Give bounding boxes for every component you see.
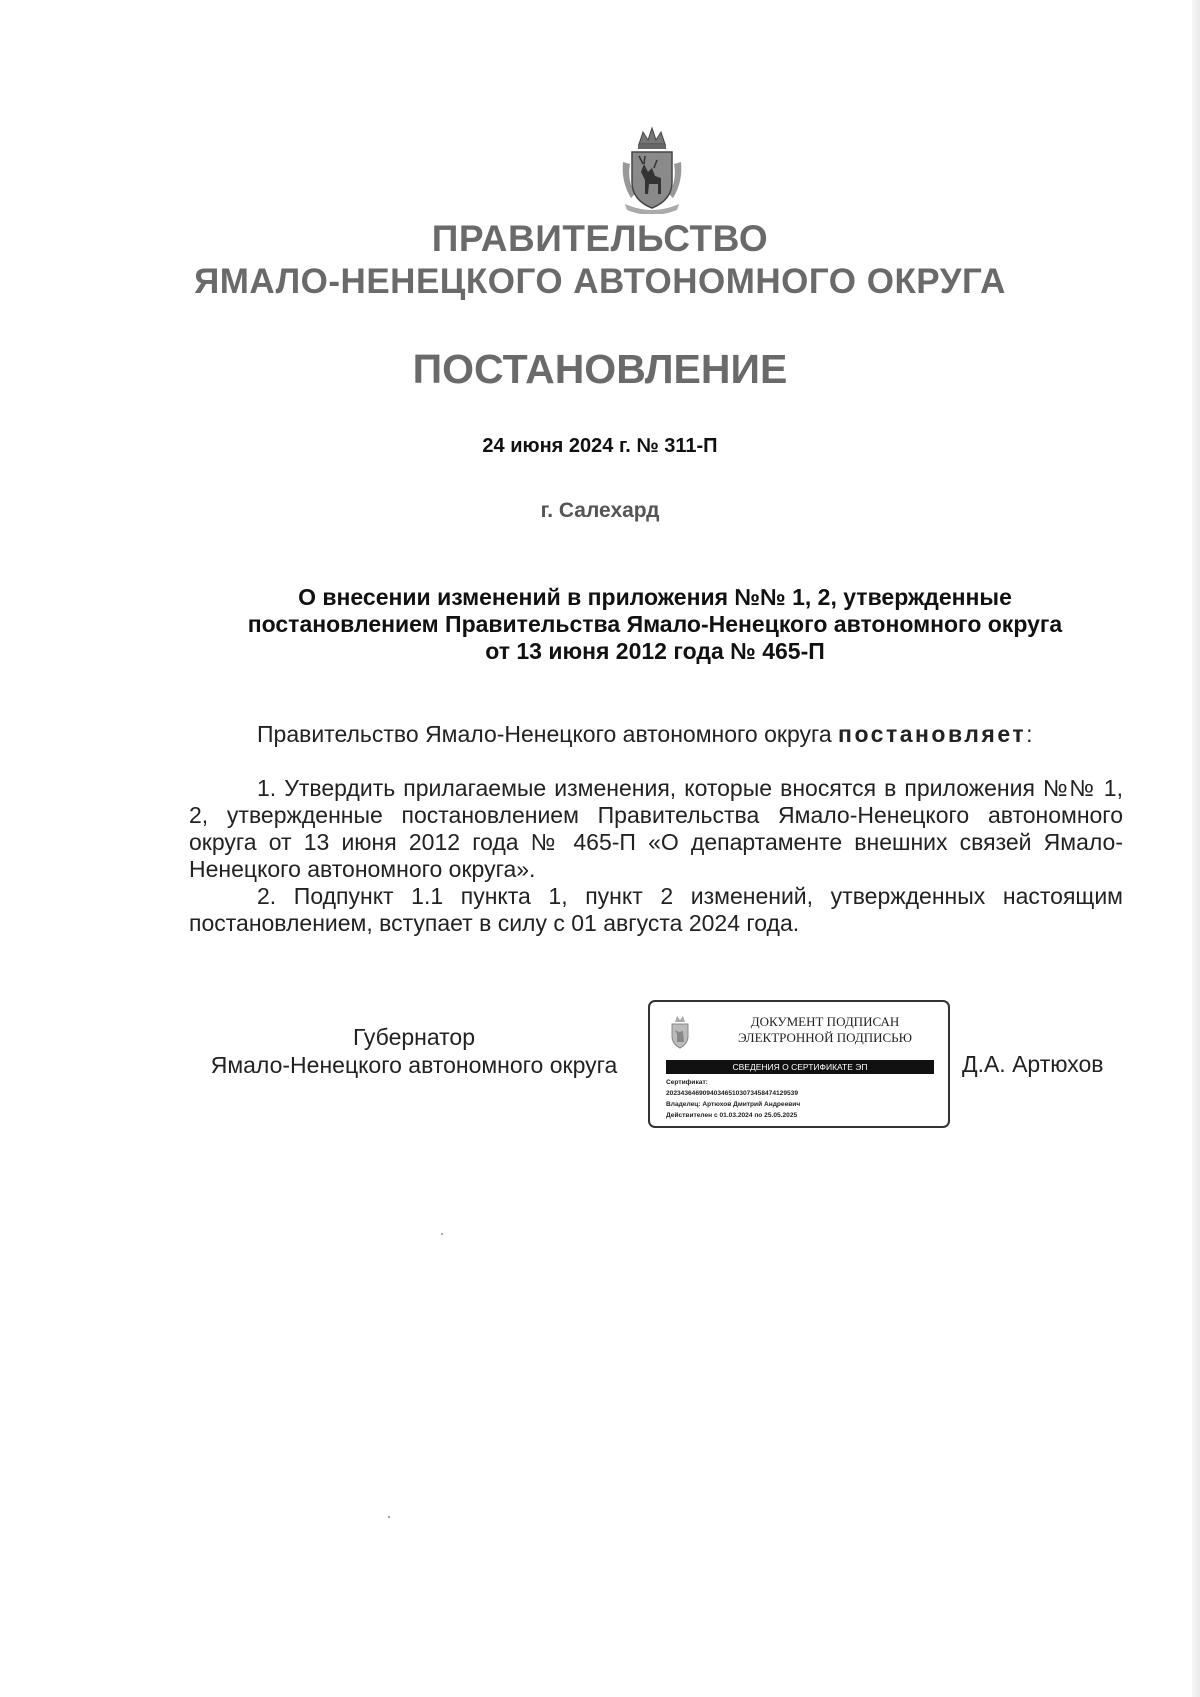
stamp-certificate-bar: СВЕДЕНИЯ О СЕРТИФИКАТЕ ЭП: [666, 1060, 934, 1074]
stamp-owner: Владелец: Артюхов Дмитрий Андреевич: [666, 1101, 801, 1108]
document-body: [189, 775, 1123, 937]
document-city: г. Салехард: [540, 499, 660, 522]
electronic-signature-stamp: [648, 1000, 950, 1128]
document-subject: [190, 584, 1120, 665]
body-paragraph: 1. Утвердить прилагаемые изменения, которые вносятся в приложения №№ 1, 2, утвержденные постановлением Правительства Ямало-Ненецкого автономного округа от 13 июня 2012 года № 465-П «О департаменте внешних связей Ямало-Ненецкого автономного округа».: [189, 775, 1123, 882]
stamp-title-line: ДОКУМЕНТ ПОДПИСАН: [750, 1014, 900, 1029]
preamble-end: :: [1026, 721, 1033, 747]
document-date-number: 24 июня 2024 г. № 311-П: [482, 435, 718, 457]
preamble: [257, 721, 1032, 748]
body-paragraph: 2. Подпункт 1.1 пункта 1, пункт 2 изменений, утвержденных настоящим постановлением, вступает в силу с 01 августа 2024 года.: [189, 883, 1123, 936]
signatory-position-line: Ямало-Ненецкого автономного округа: [210, 1052, 618, 1078]
page-edge: [1192, 0, 1200, 1697]
preamble-emphasis: постановляет: [838, 721, 1027, 747]
signatory-position: [189, 1023, 639, 1079]
subject-line: постановлением Правительства Ямало-Ненецкого автономного округа: [247, 611, 1063, 637]
government-title: ПРАВИТЕЛЬСТВО: [431, 218, 769, 259]
signatory-name: Д.А. Артюхов: [962, 1051, 1104, 1077]
stamp-cert-number: 202343646909403465103073458474129539: [666, 1090, 799, 1097]
subject-line: О внесении изменений в приложения №№ 1, 2, утвержденные: [298, 584, 1012, 610]
stamp-cert-label: Сертификат:: [666, 1079, 708, 1086]
preamble-text: Правительство Ямало-Ненецкого автономного округа: [257, 721, 839, 747]
stamp-validity: Действителен с 01.03.2024 по 25.05.2025: [666, 1112, 798, 1119]
subject-line: от 13 июня 2012 года № 465-П: [485, 638, 825, 664]
government-region-title: ЯМАЛО-НЕНЕЦКОГО АВТОНОМНОГО ОКРУГА: [194, 262, 1006, 301]
stamp-coat-of-arms-icon: [666, 1014, 694, 1050]
scan-speck: [441, 1233, 443, 1235]
signatory-position-line: Губернатор: [352, 1024, 476, 1050]
stamp-title: [710, 1014, 940, 1046]
stamp-title-line: ЭЛЕКТРОННОЙ ПОДПИСЬЮ: [738, 1030, 912, 1045]
coat-of-arms-icon: [617, 122, 687, 214]
scan-speck: [388, 1516, 390, 1518]
stamp-details: [666, 1077, 946, 1121]
document-type-title: ПОСТАНОВЛЕНИЕ: [412, 346, 788, 392]
